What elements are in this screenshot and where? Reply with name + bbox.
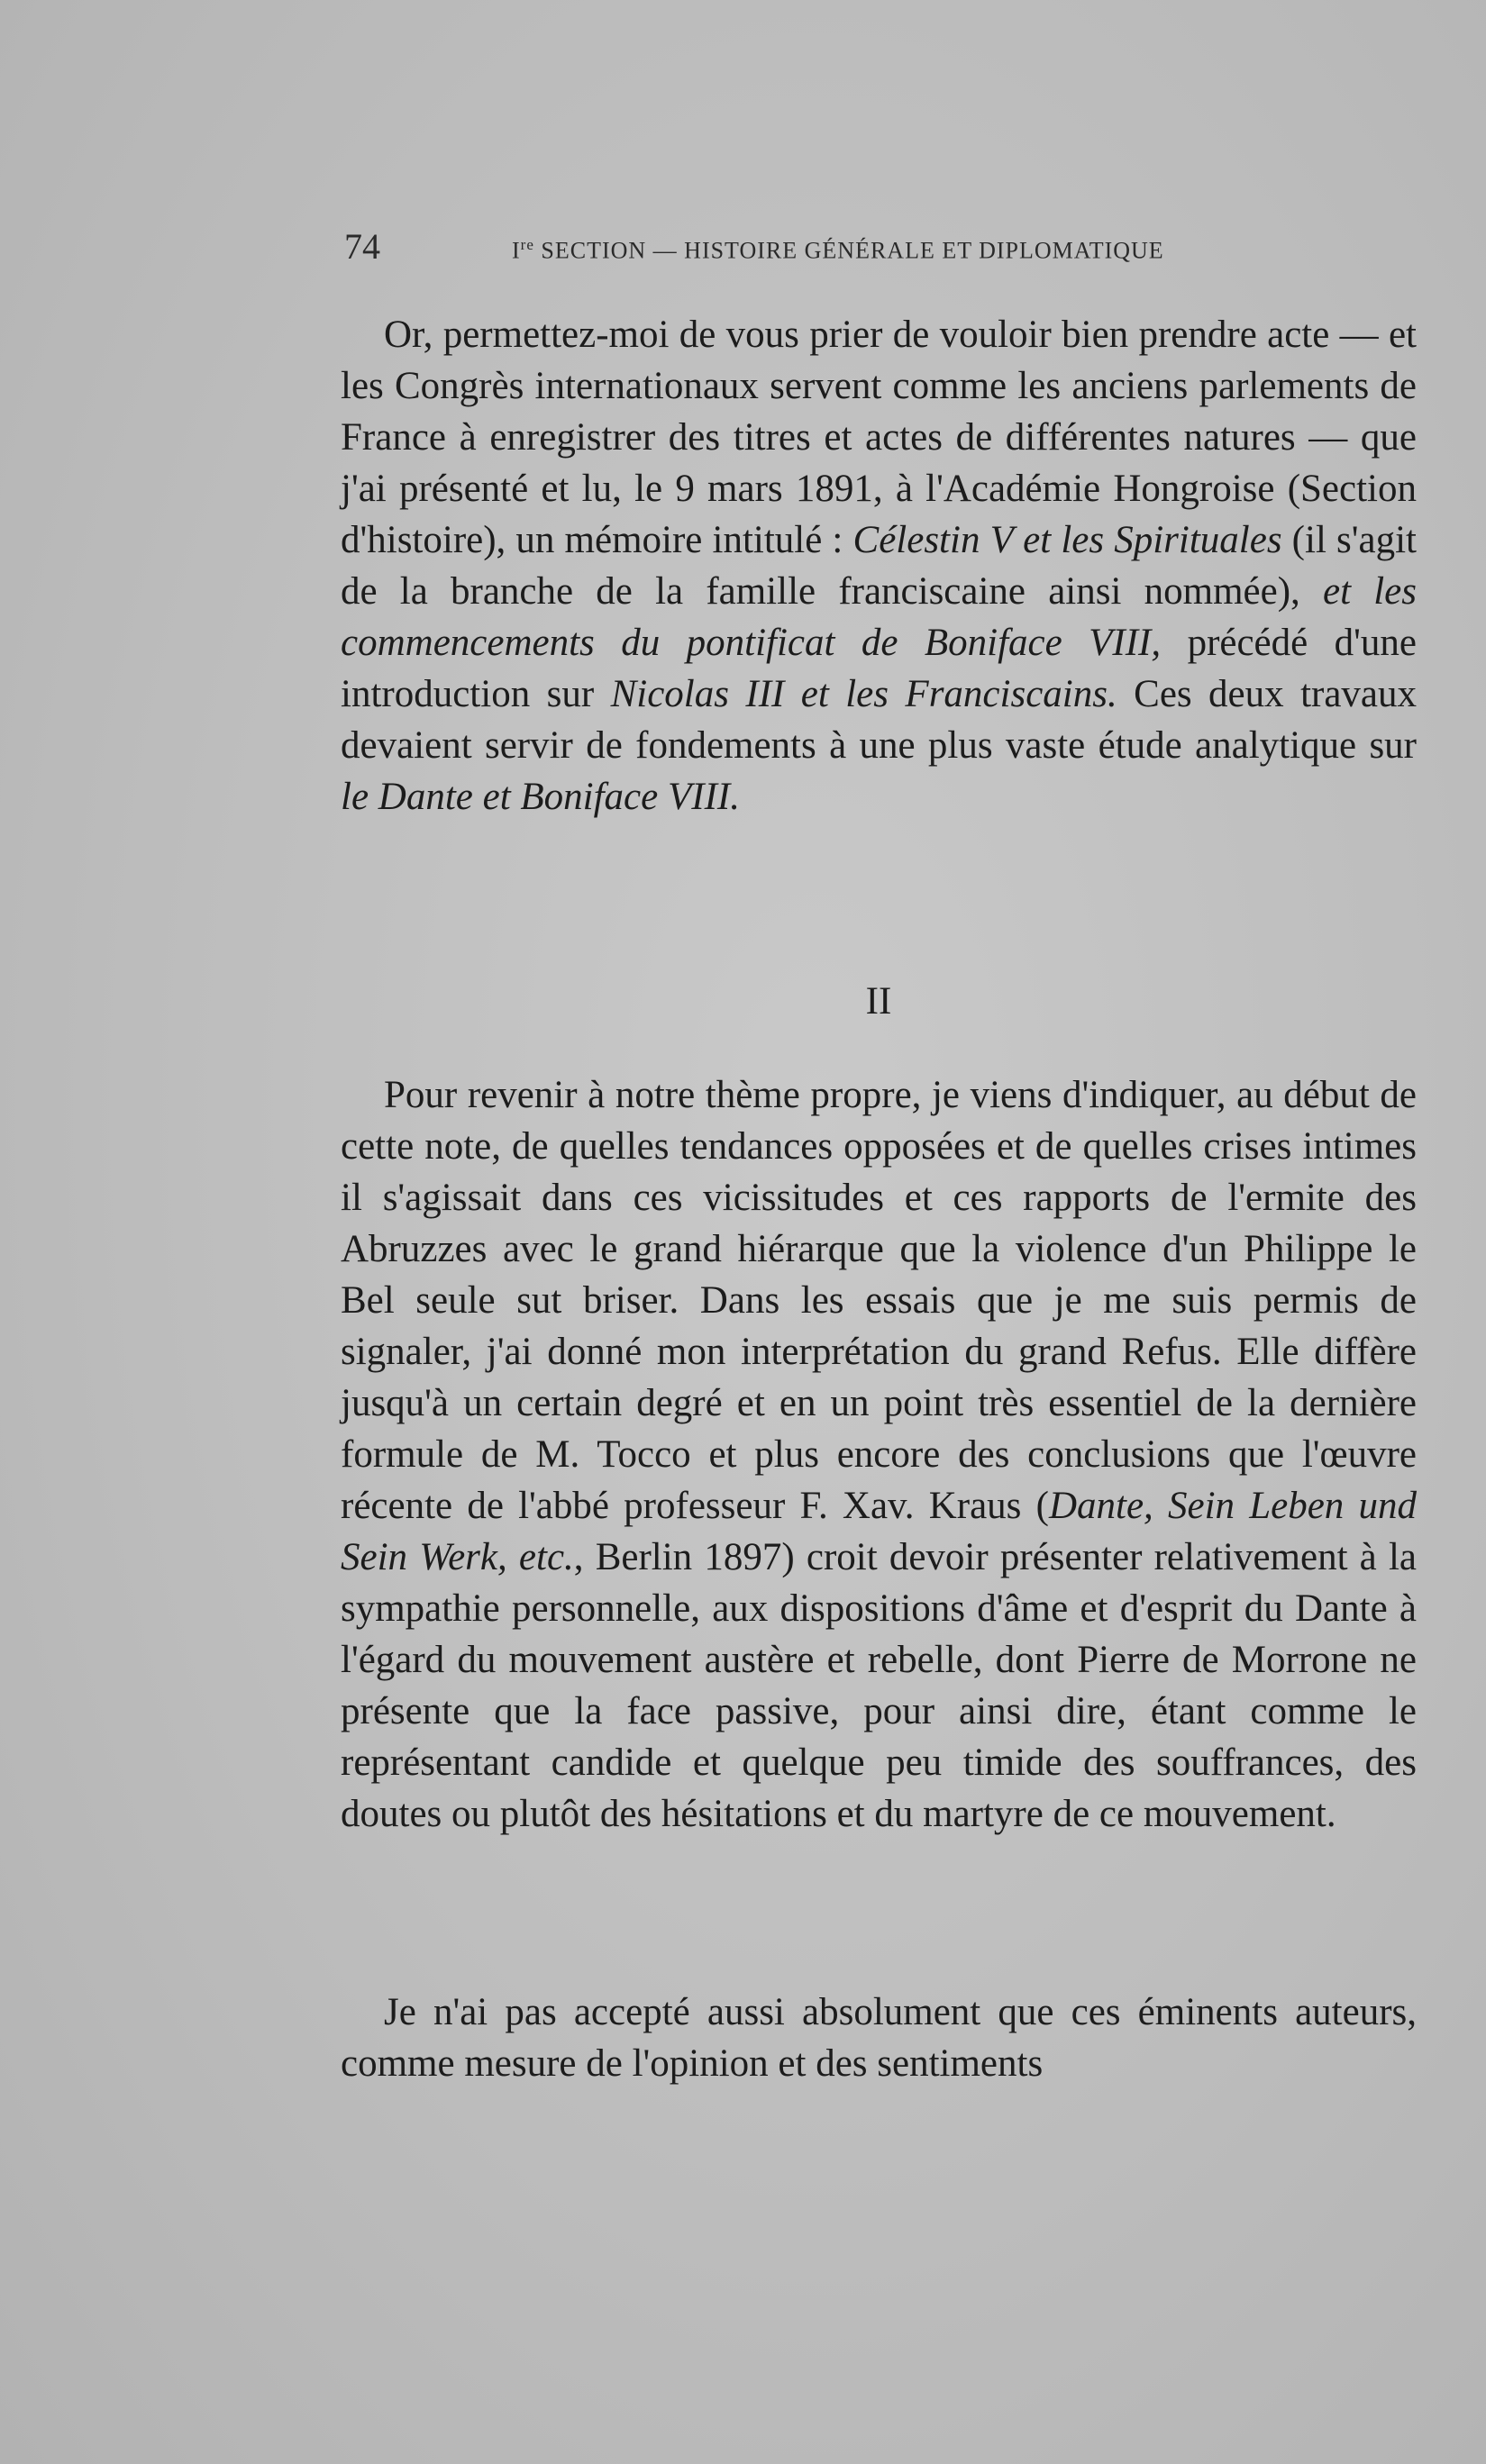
para1-italic-title-c: Nicolas III et les Franciscains. <box>610 673 1117 715</box>
para1-italic-title-a: Célestin V et les Spirituales <box>852 519 1282 561</box>
paragraph-3 <box>341 1987 1417 2089</box>
paragraph-1 <box>341 309 1417 823</box>
para1-italic-title-b: et les commencements du pontificat de Boniface VIII, <box>341 570 1417 664</box>
running-title-text: SECTION — HISTOIRE GÉNÉRALE ET DIPLOMATIQUE <box>541 237 1164 264</box>
para3-text: Je n'ai pas accepté aussi absolument que ces éminents auteurs, comme mesure de l'opinion et des sentiments <box>341 1991 1417 2085</box>
para2-italic-title: Dante, Sein Leben und Sein Werk, etc. <box>341 1485 1418 1578</box>
para1-text-d: Ces deux travaux devaient servir de fondements à une plus vaste étude analytique sur <box>341 673 1418 767</box>
para1-text-b: (il s'agit de la branche de la famille franciscaine ainsi nommée), <box>341 519 1417 613</box>
para1-text-a: Or, permettez-moi de vous prier de vouloir bien prendre acte — et les Congrès internationaux servent comme les anciens parlements de France à enregistrer des titres et actes de différentes natures — que j'ai présenté et lu, le 9 mars 1891, à l'Académie Hongroise (Section d'histoire), un mémoire intitulé : <box>341 314 1417 561</box>
section-ordinal: I <box>512 237 521 264</box>
para1-italic-title-d: le Dante et Boniface VIII. <box>341 776 740 818</box>
para2-text-b: , Berlin 1897) croit devoir présenter relativement à la sympathie personnelle, aux dispositions d'âme et d'esprit du Dante à l'égard du mouvement austère et rebelle, dont Pierre de Morrone ne présente que la face passive, pour ainsi dire, étant comme le représentant candide et quelque peu timide des souffrances, des doutes ou plutôt des hésitations et du martyre de ce mouvement. <box>341 1536 1417 1835</box>
paragraph-2 <box>341 1069 1417 1840</box>
section-ordinal-suffix: re <box>520 236 534 253</box>
running-title <box>512 236 1164 265</box>
page-number: 74 <box>344 226 380 267</box>
para1-text-c: précédé d'une introduction sur <box>341 622 1417 715</box>
para2-text-a: Pour revenir à notre thème propre, je viens d'indiquer, au début de cette note, de quelles tendances opposées et de quelles crises intimes il s'agissait dans ces vicissitudes et ces rapports de l'ermite des Abruzzes avec le grand hiérarque que la violence d'un Philippe le Bel seule sut briser. Dans les essais que je me suis permis de signaler, j'ai donné mon interprétation du grand Refus. Elle diffère jusqu'à un certain degré et en un point très essentiel de la dernière formule de M. Tocco et plus encore des conclusions que l'œuvre récente de l'abbé professeur F. Xav. Kraus ( <box>341 1074 1417 1527</box>
section-heading: II <box>865 980 892 1023</box>
